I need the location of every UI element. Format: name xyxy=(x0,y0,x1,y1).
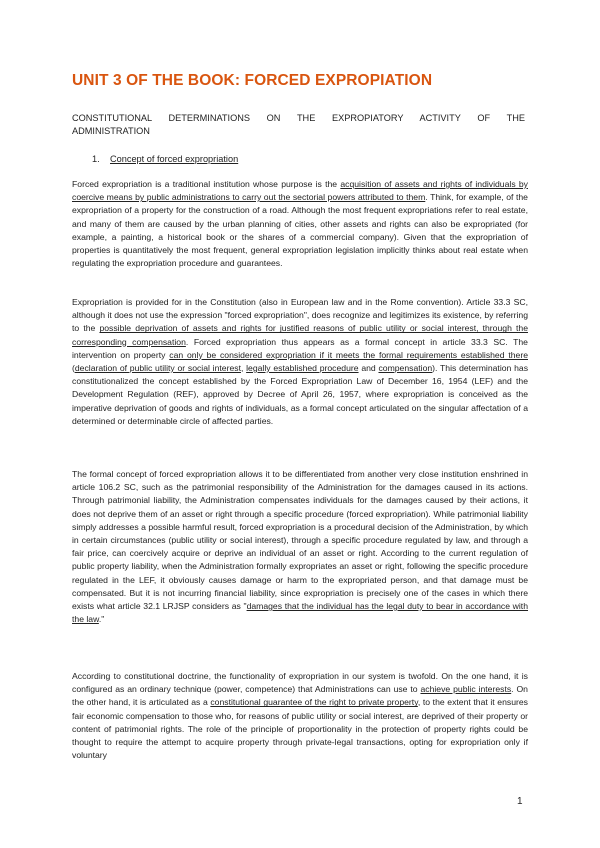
underlined-text: acquisition of assets and rights of individuals by coercive means by public administrations to carry out the sectorial powers attributed to them xyxy=(72,179,528,203)
subsection-number: 1. xyxy=(92,154,100,164)
subsection-title: Concept of forced expropriation xyxy=(110,154,239,164)
text-run: ( xyxy=(72,363,75,374)
paragraph-2 xyxy=(72,296,528,428)
text-run: Expropriation is provided for in the Constitution (also in European law and in the Rome convention). Article 33.3 SC, although it does not use the expression "forced expropriation", does recognize and legitimizes its existence, by referring to the xyxy=(72,297,528,334)
text-run: According to constitutional doctrine, the functionality of expropriation in our system is twofold. On the one hand, it is configured as an ordinary technique (power, competence) that Administrations can use to xyxy=(72,671,528,695)
subsection-heading xyxy=(92,153,238,165)
underlined-text: can only be considered expropriation if it meets the formal requirements established there xyxy=(169,349,528,360)
section-heading-line-1: CONSTITUTIONAL DETERMINATIONS ON THE EXPROPIATORY ACTIVITY OF THE xyxy=(72,113,525,123)
text-run: Forced expropriation is a traditional institution whose purpose is the xyxy=(72,179,341,189)
text-run: , to the extent that it ensures fair economic compensation to those who, for reasons of public utility or social interest, are deprived of their property or content of patrimonial rights. The role of the principle of proportionality in the protection of property rights could be thought to require the attempt to acquire property through private-legal transactions, opting for expropriation only if voluntary xyxy=(72,697,528,761)
section-heading-line-2: ADMINISTRATION xyxy=(72,126,150,136)
paragraph-4 xyxy=(72,670,528,762)
text-run: . Forced expropriation thus appears as a formal concept in article 33.3 SC. The intervention on property xyxy=(72,336,528,360)
underlined-text: constitutional guarantee of the right to private property xyxy=(210,697,418,708)
paragraph-1 xyxy=(72,178,528,270)
text-run: , xyxy=(240,363,247,374)
underlined-text: declaration of public utility or social interest xyxy=(74,363,241,374)
text-run: . Think, for example, of the expropriation of a property for the construction of a road. Although the most frequent expropriations refer to real estate, and many of them are caused by the urban planning of cities, other assets and rights can also be expropriated (for example, a painting, a historical book or the shares of a commercial company). Given that the expropriation of properties is quantitatively the most frequent, general expropriation legislation implicitly thinks about real estate when regulating the expropriation procedure and guarantees. xyxy=(72,192,528,269)
text-run: The formal concept of forced expropriation allows it to be differentiated from another very close institution enshrined in article 106.2 SC, such as the patrimonial responsibility of the Administration for the damages caused in its actions. Through patrimonial liability, the Administration compensates individuals for the damages caused by their actions, it does not deprive them of an asset or right through a specific procedure (forced expropriation). While patrimonial liability simply addresses a possible harmful result, forced expropriation is a procedural decision of the Administration, by which in certain circumstances (public utility or social interest), through a specific procedure regulated by law, and through a fair price, can coercively acquire or deprive an individual of an asset or right. According to the current regulation of public property liability, when the Administration formally expropriates an asset or right, following the specific procedure regulated in the LEF, it obviously causes damage or harm to the expropriated person, and that damage must be compensated. But it is not incurring financial liability, since expropriation is precisely one of the cases in which there exists what article 32.1 LRJSP considers as " xyxy=(72,469,528,612)
underlined-text: legally established procedure xyxy=(246,363,359,374)
text-run: ). This determination has constitutionalized the concept established by the Forced Expropriation Law of December 16, 1954 (LEF) and the Development Regulation (REF), approved by Decree of April 26, 1957, where expropriation is conceived as the imperative deprivation of goods and rights of individuals, as a formal concept articulated on the singular affectation of a determined or determinable circle of affected parties. xyxy=(72,363,529,426)
text-run: . On the other hand, it is articulated as a xyxy=(72,684,528,708)
section-heading xyxy=(72,112,525,138)
underlined-text: damages that the individual has the legal duty to bear in accordance with the law xyxy=(72,601,529,625)
underlined-text: possible deprivation of assets and rights for justified reasons of public utility or social interest, through the corresponding compensation xyxy=(72,323,528,347)
underlined-text: compensation xyxy=(378,363,433,374)
underlined-text: achieve public interests xyxy=(420,684,512,695)
text-run: ." xyxy=(98,614,105,625)
paragraph-3 xyxy=(72,468,528,626)
text-run: and xyxy=(358,363,379,374)
document-title: UNIT 3 OF THE BOOK: FORCED EXPROPIATION xyxy=(72,72,433,89)
page-number: 1 xyxy=(517,796,523,807)
